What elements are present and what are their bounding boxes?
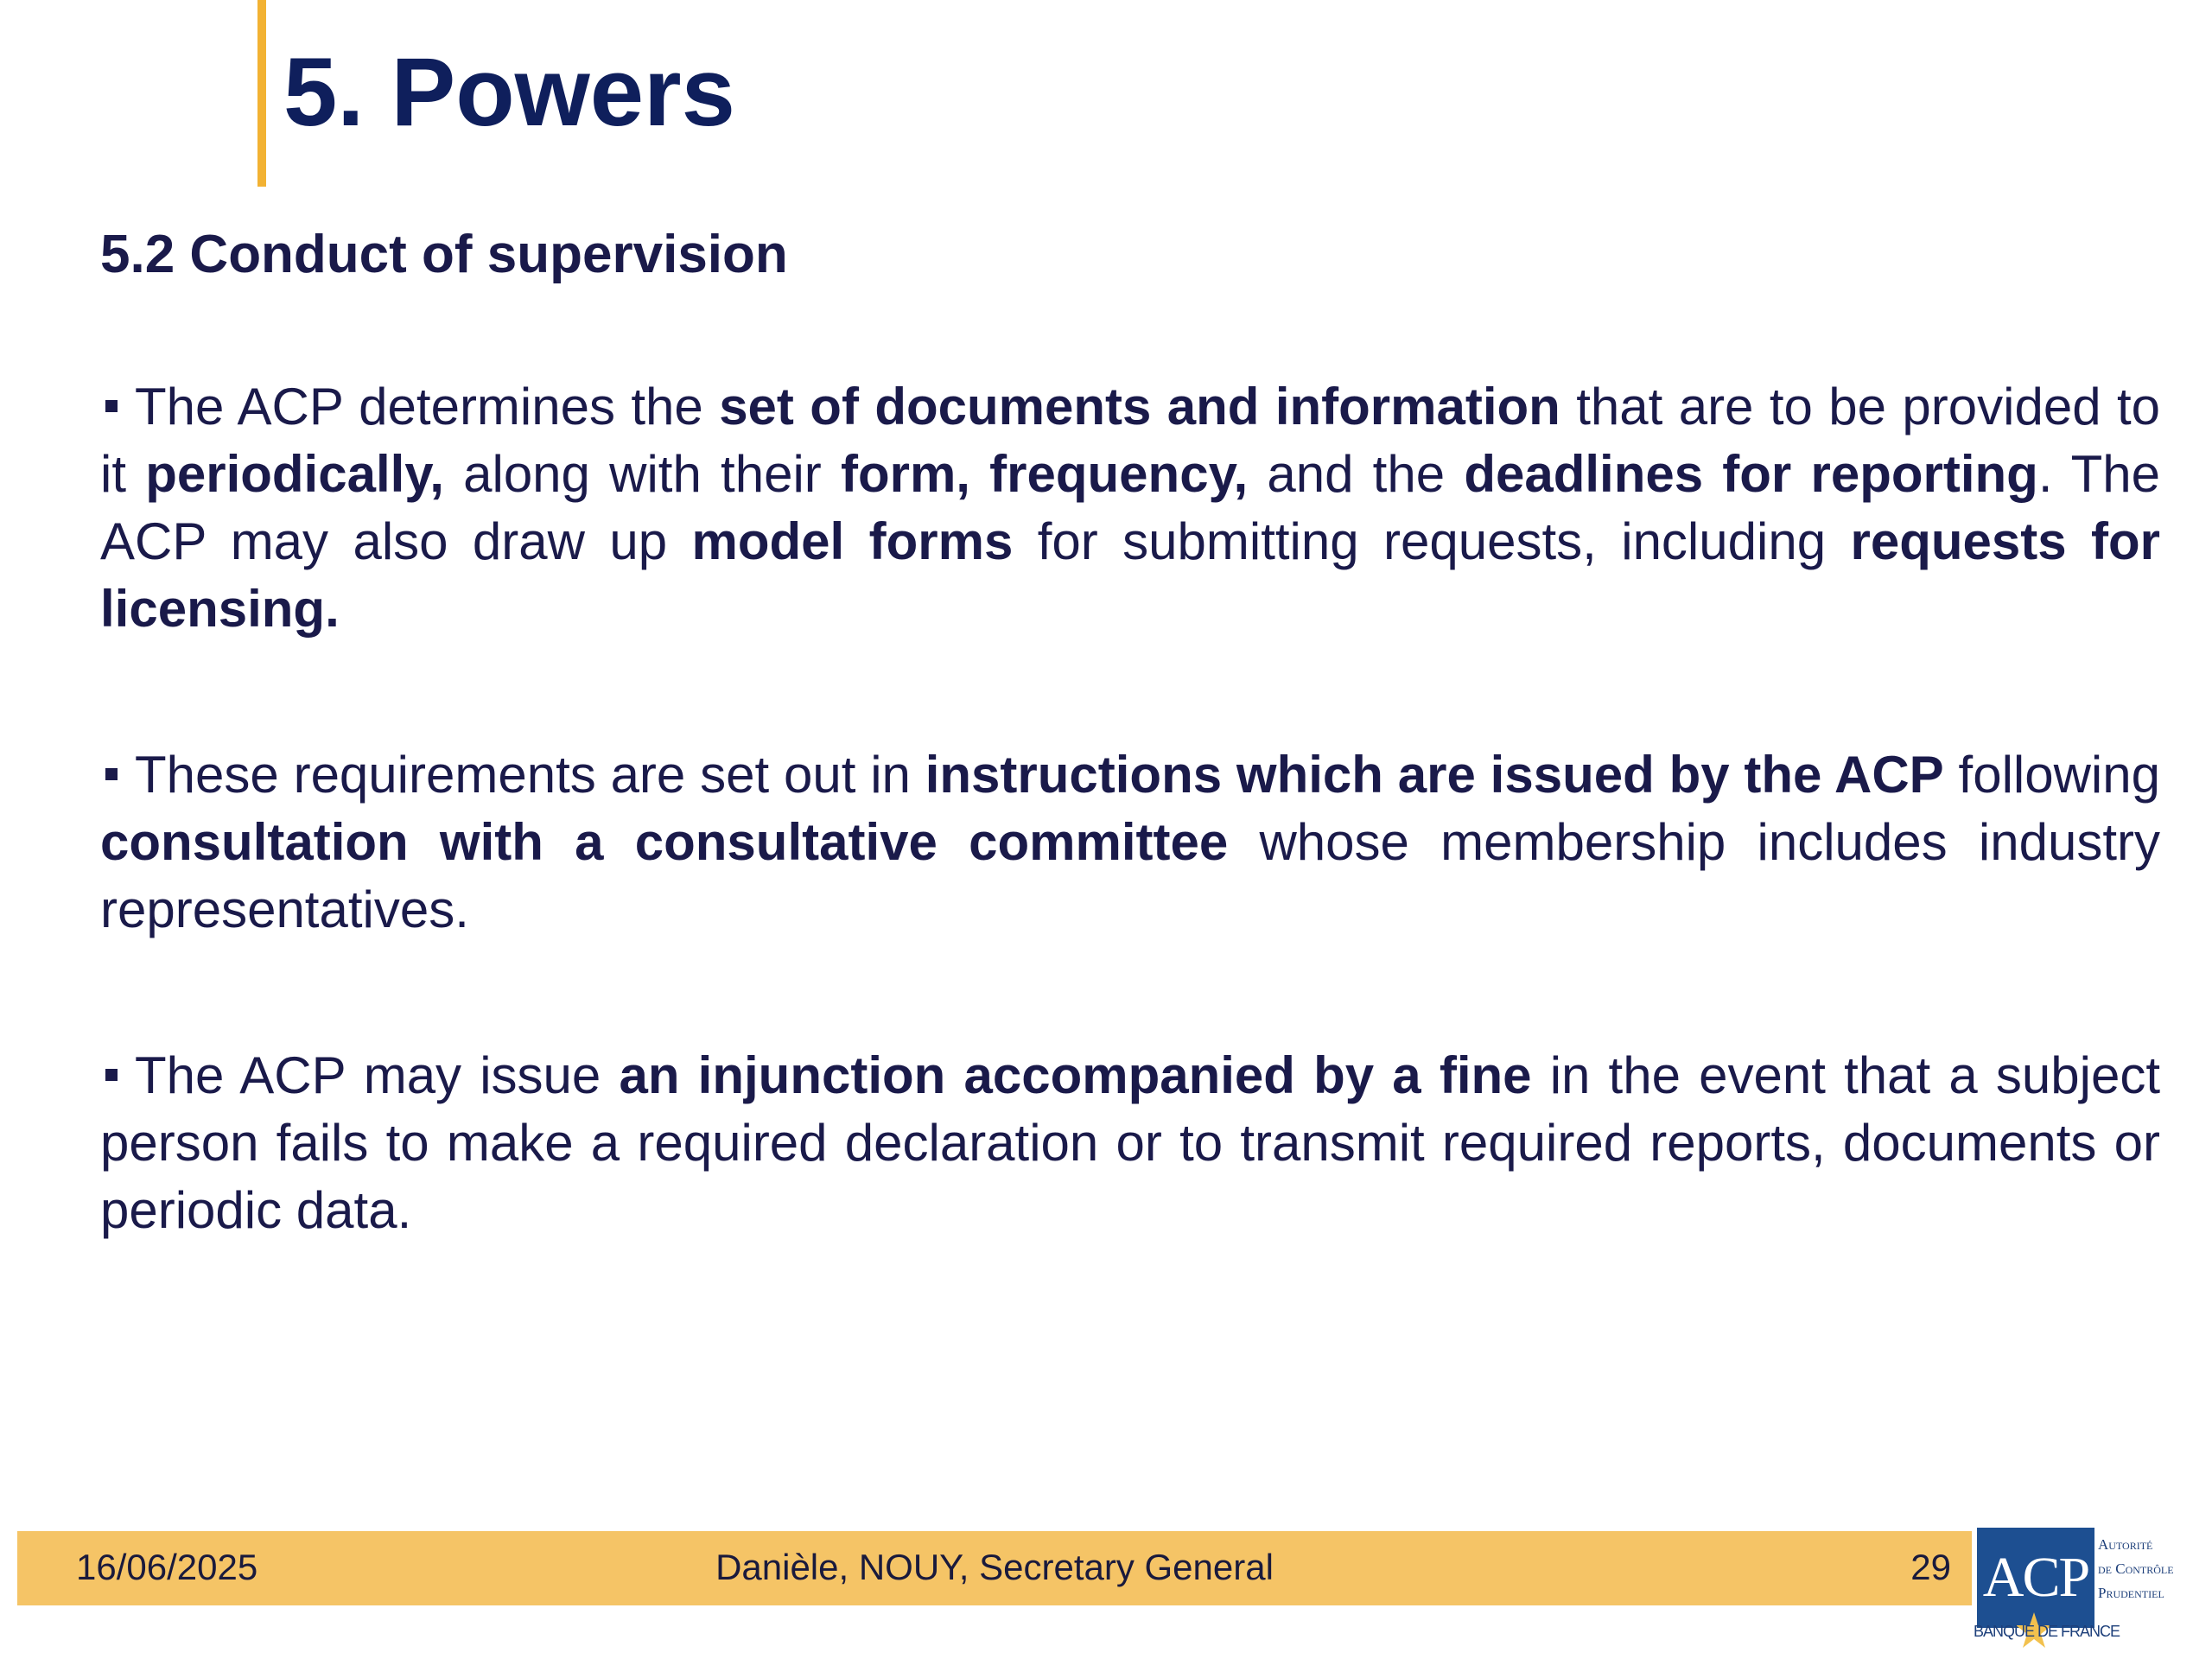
square-bullet-icon [105, 768, 118, 780]
bullet-paragraph-3 [100, 1042, 2160, 1244]
bullet-list [100, 373, 2160, 1343]
paragraph-text-segment: model forms [691, 512, 1014, 570]
paragraph-text-segment: The ACP determines the [135, 378, 720, 435]
paragraph-text-segment: for submitting requests, including [1013, 512, 1851, 570]
paragraph-text-segment: set of documents and information [719, 378, 1560, 435]
acp-logo [1970, 1521, 2203, 1652]
paragraph-text-segment: deadlines for reporting [1464, 445, 2038, 503]
logo-text [2098, 1533, 2203, 1605]
paragraph-text-segment: consultation with a consultative committee [100, 813, 1229, 871]
paragraph-text-segment: instructions which are issued by the ACP [925, 746, 1944, 804]
footer-author: Danièle, NOUY, Secretary General [715, 1547, 1274, 1587]
logo-line-2: de Contrôle [2098, 1560, 2174, 1577]
page-number: 29 [1910, 1547, 1951, 1587]
logo-acronym: ACP [1982, 1546, 2089, 1609]
paragraph-text-segment: whose membership includes industry representatives. [100, 813, 2160, 938]
paragraph-text-segment: that are to be provided to it [100, 378, 2160, 503]
paragraph-text-segment: an injunction accompanied by a fine [619, 1046, 1532, 1104]
paragraph-text-segment: These requirements are set out in [135, 746, 925, 804]
paragraph-text-segment: in the event that a subject person fails to make a required declaration or to transmit required reports, documents or periodic data. [100, 1046, 2160, 1239]
square-bullet-icon [105, 400, 118, 412]
logo-line-3: Prudentiel [2098, 1585, 2164, 1601]
paragraph-text-segment: and the [1248, 445, 1465, 503]
footer-bar [17, 1531, 1972, 1605]
logo-line-1: Autorité [2098, 1536, 2153, 1553]
paragraph-text-segment: periodically, [145, 445, 444, 503]
title-accent-bar [257, 0, 266, 187]
paragraph-text-segment: following [1943, 746, 2160, 804]
paragraph-text-segment: form, frequency, [840, 445, 1249, 503]
paragraph-text-segment: The ACP may issue [135, 1046, 620, 1104]
square-bullet-icon [105, 1069, 118, 1081]
bullet-paragraph-2 [100, 741, 2160, 944]
section-subtitle: 5.2 Conduct of supervision [100, 225, 788, 284]
bullet-paragraph-1 [100, 373, 2160, 643]
footer-date: 16/06/2025 [76, 1547, 258, 1587]
paragraph-text-segment: along with their [443, 445, 841, 503]
paragraph-text-segment: requests for licensing. [100, 512, 2160, 638]
paragraph-text-segment: . The ACP may also draw up [100, 445, 2160, 570]
logo-bank-name: BANQUE DE FRANCE [1974, 1623, 2120, 1640]
slide-title: 5. Powers [283, 38, 735, 146]
